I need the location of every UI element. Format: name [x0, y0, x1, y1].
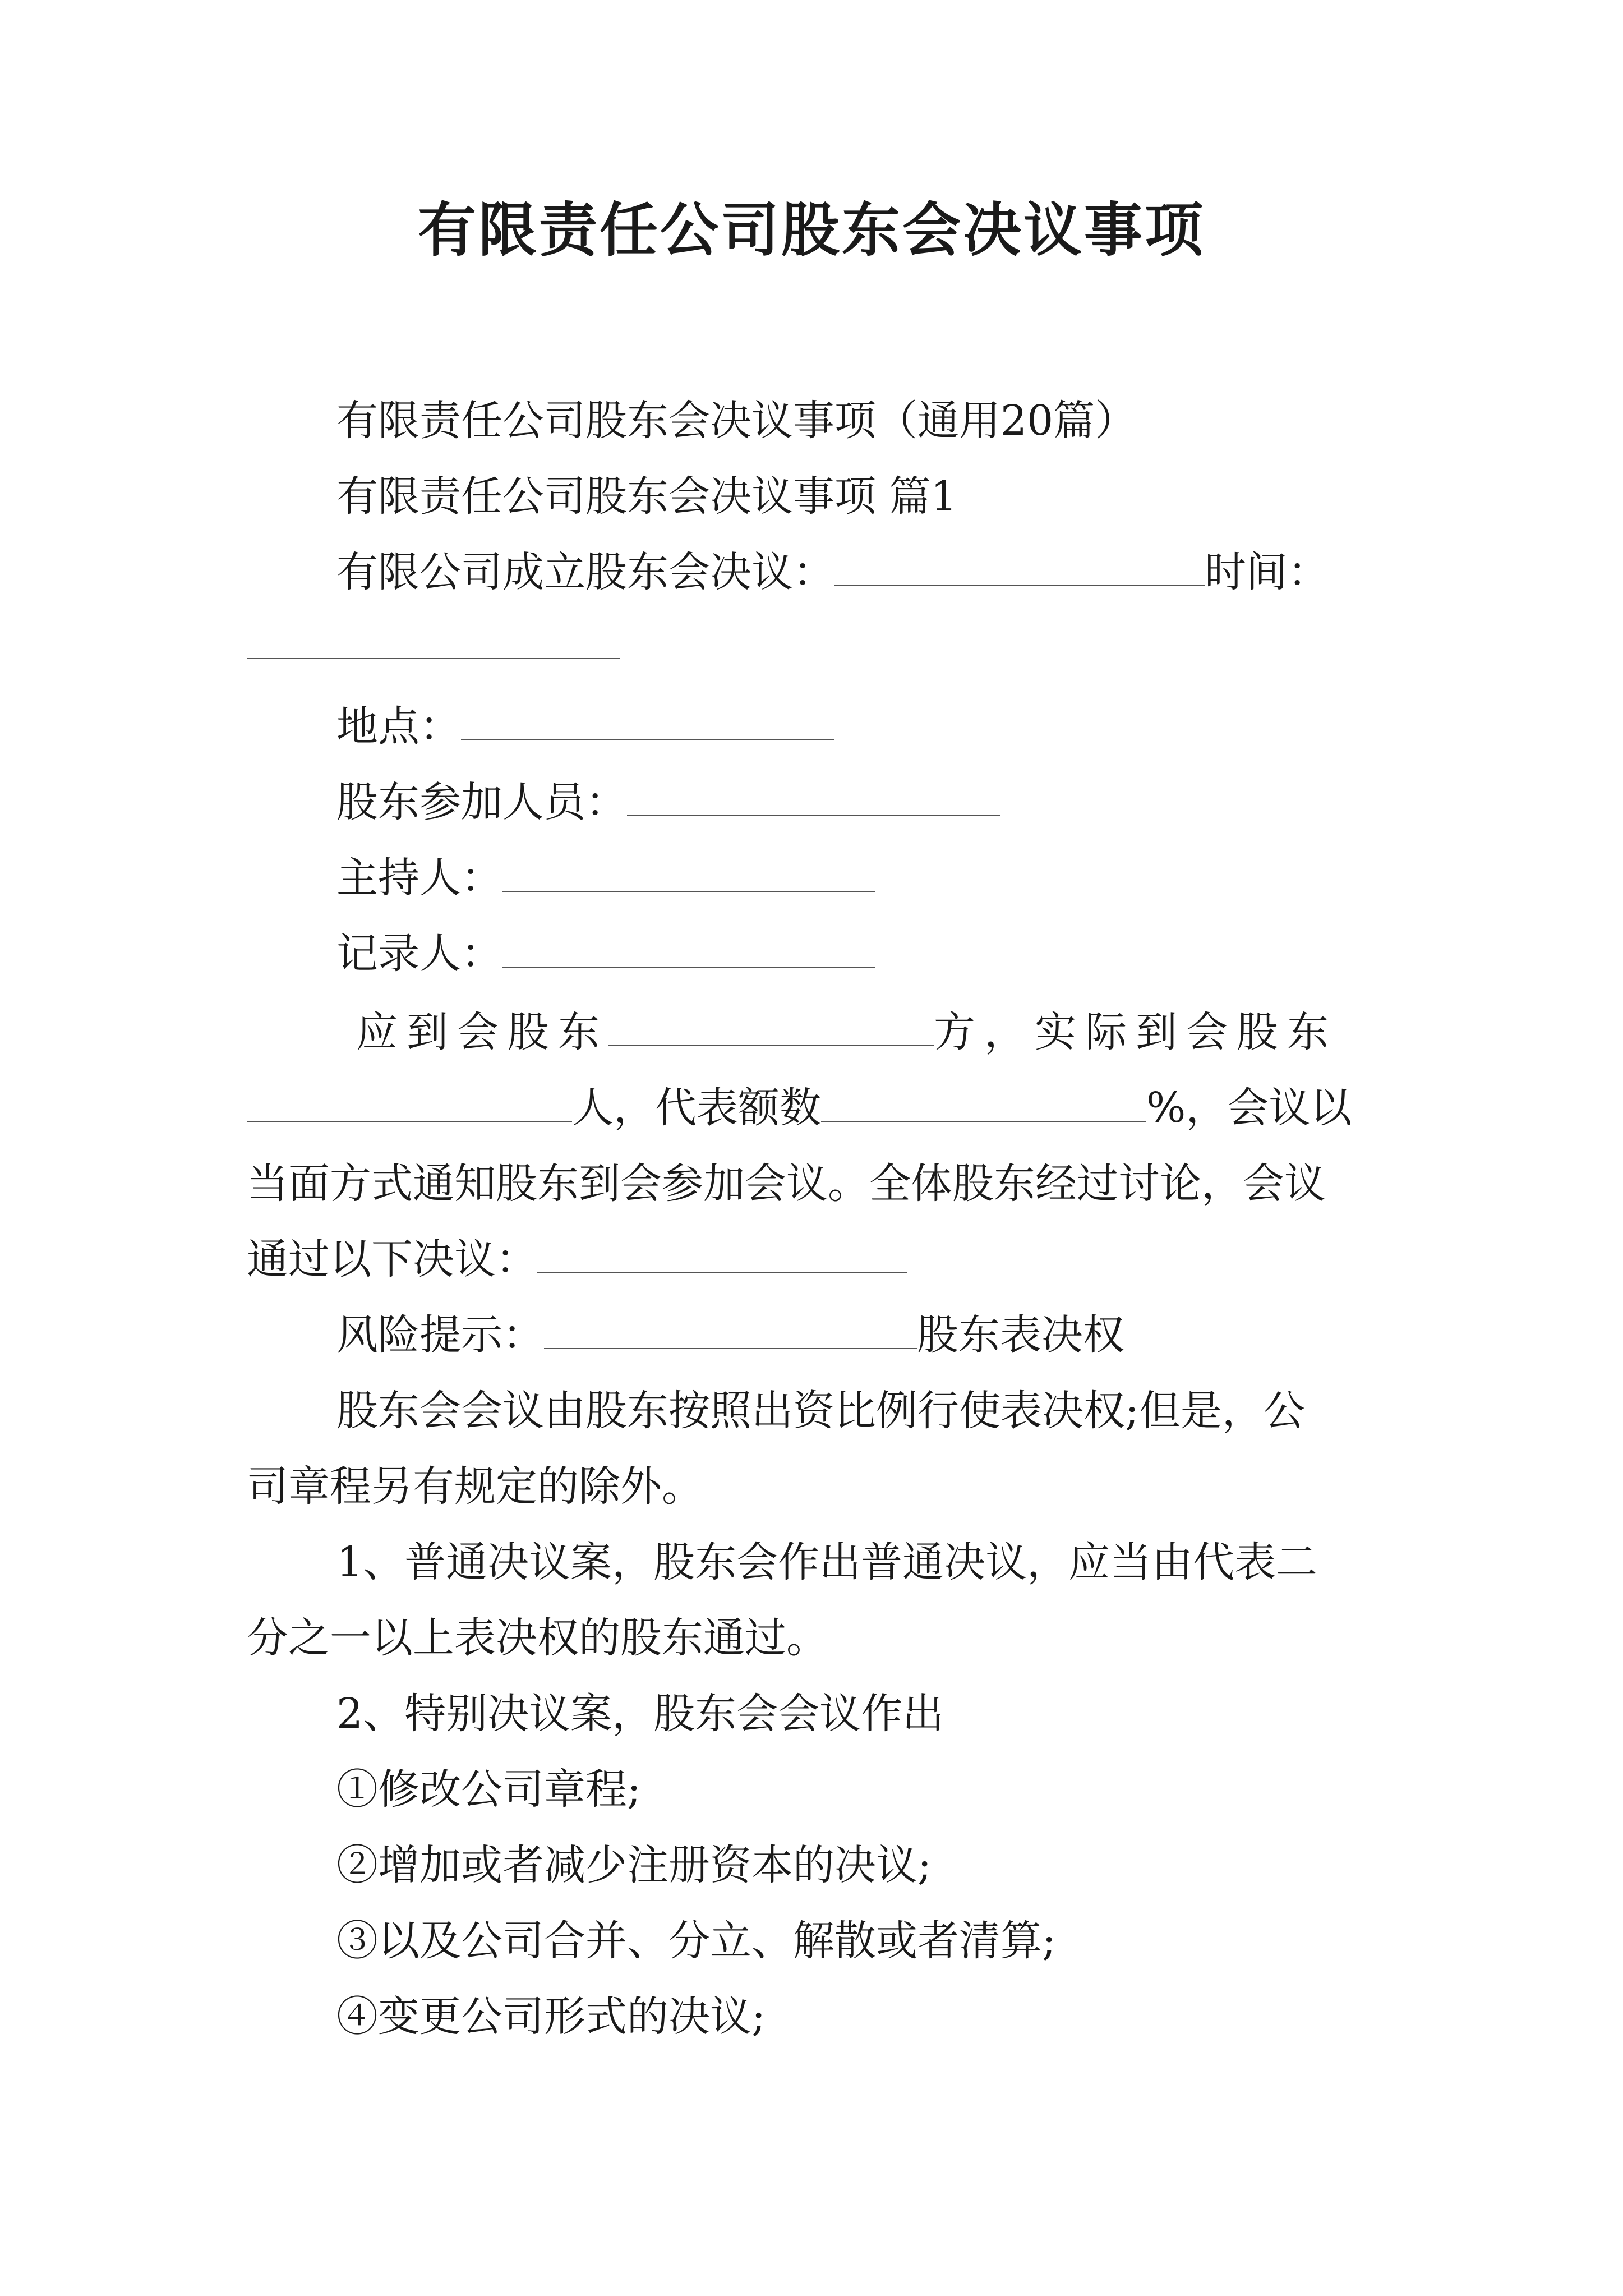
actual-shareholders-blank[interactable]	[247, 1082, 572, 1122]
list-item: ②增加或者减少注册资本的决议;	[336, 1841, 932, 1889]
risk-suffix: 股东表决权	[917, 1311, 1124, 1359]
location-label: 地点：	[336, 702, 461, 751]
attendees-label: 股东参加人员：	[336, 778, 627, 826]
paragraph-2-line-2: 分之一以上表决权的股东通过。	[247, 1614, 828, 1662]
risk-row	[336, 1307, 1124, 1363]
attendance-line-2	[247, 1080, 1352, 1136]
share-percent-blank[interactable]	[821, 1082, 1146, 1122]
list-item: ①修改公司章程;	[336, 1765, 641, 1814]
attendance-line-4-text: 通过以下决议：	[247, 1235, 537, 1283]
paragraph-2-line-1: 1、普通决议案，股东会作出普通决议，应当由代表二	[336, 1538, 1318, 1586]
expected-shareholders-blank[interactable]	[608, 1006, 934, 1046]
host-label: 主持人：	[336, 854, 502, 902]
recorder-row	[336, 926, 875, 982]
risk-label: 风险提示：	[336, 1311, 544, 1359]
list-item: ④变更公司形式的决议;	[336, 1993, 766, 2041]
recorder-blank[interactable]	[502, 927, 875, 968]
attendees-row	[336, 774, 1000, 830]
document-subtitle: 有限责任公司股东会决议事项（通用20篇）	[336, 397, 1137, 445]
document-title: 有限责任公司股东会决议事项	[417, 195, 1205, 264]
paragraph-3: 2、特别决议案，股东会会议作出	[336, 1690, 944, 1738]
time-label: 时间：	[1205, 548, 1329, 596]
attendance-part1: 应到会股东	[356, 1008, 608, 1056]
location-blank[interactable]	[461, 700, 834, 740]
recorder-label: 记录人：	[336, 930, 502, 978]
host-blank[interactable]	[502, 852, 875, 892]
founding-blank[interactable]	[834, 546, 1205, 586]
host-row	[336, 850, 875, 906]
founding-label: 有限公司成立股东会决议：	[336, 548, 834, 596]
attendance-line-4	[247, 1231, 907, 1287]
attendance-part3: 人，代表额数	[572, 1084, 821, 1132]
attendees-blank[interactable]	[627, 776, 1000, 816]
attendance-line-1	[356, 1004, 1338, 1060]
risk-blank[interactable]	[544, 1309, 917, 1349]
list-item: ③以及公司合并、分立、解散或者清算;	[336, 1917, 1056, 1965]
paragraph-1-line-2: 司章程另有规定的除外。	[247, 1462, 703, 1511]
founding-row	[336, 544, 1329, 600]
time-blank[interactable]	[247, 619, 620, 659]
attendance-line-3: 当面方式通知股东到会参加会议。全体股东经过讨论，会议	[247, 1159, 1326, 1208]
resolution-blank[interactable]	[537, 1233, 907, 1273]
attendance-part2: 方，实际到会股东	[934, 1008, 1338, 1056]
paragraph-1-line-1: 股东会会议由股东按照出资比例行使表决权;但是，公	[336, 1387, 1305, 1435]
location-row	[336, 698, 834, 754]
time-row	[247, 617, 620, 673]
section-heading: 有限责任公司股东会决议事项 篇1	[336, 472, 957, 521]
attendance-part4: %，会议以	[1146, 1084, 1352, 1132]
